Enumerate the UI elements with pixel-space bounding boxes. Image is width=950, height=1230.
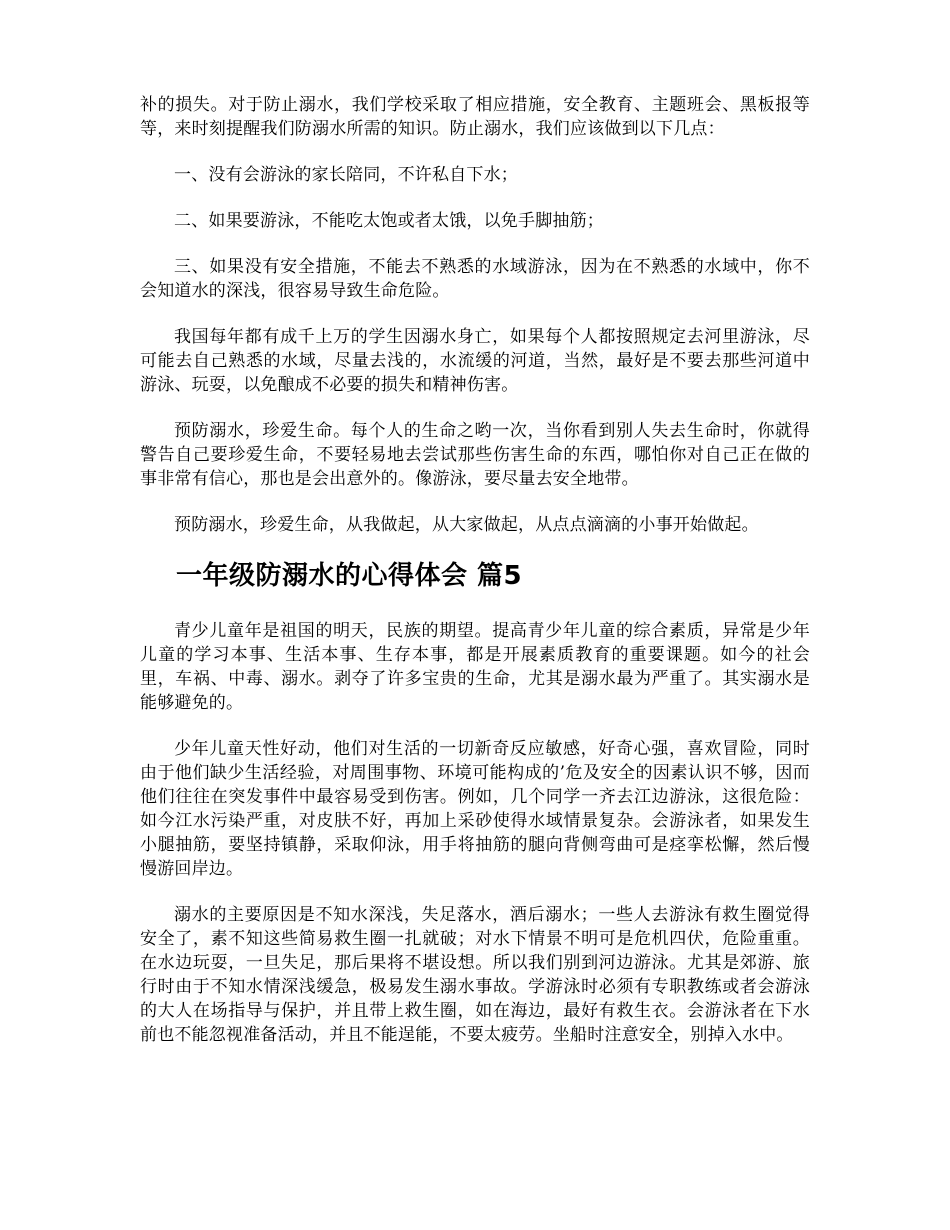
paragraph: 我国每年都有成千上万的学生因溺水身亡，如果每个人都按照规定去河里游泳，尽可能去自己熟悉的水域，尽量去浅的，水流缓的河道，当然，最好是不要去那些河道中游泳、玩耍，以免酿成不必要的损失和精神伤害。 [140,327,810,395]
paragraph: 溺水的主要原因是不知水深浅，失足落水，酒后溺水；一些人去游泳有救生圈觉得安全了，素不知这些简易救生圈一扎就破；对水下情景不明可是危机四伏，危险重重。在水边玩耍，一旦失足，那后果将不堪设想。所以我们别到河边游泳。尤其是郊游、旅行时由于不知水情深浅缓急，极易发生溺水事故。学游泳时必须有专职教练或者会游泳的大人在场指导与保护，并且带上救生圈，如在海边，最好有救生衣。会游泳者在下水前也不能忽视准备活动，并且不能逞能，不要太疲劳。坐船时注意安全，别掉入水中。 [140,905,810,1045]
document-body [140,93,810,1069]
paragraph: 预防溺水，珍爱生命。每个人的生命之哟一次，当你看到别人失去生命时，你就得警告自己要珍爱生命，不要轻易地去尝试那些伤害生命的东西，哪怕你对自己正在做的事非常有信心，那也是会出意外的。像游泳，要尽量去安全地带。 [140,421,810,489]
list-item-2: 二、如果要游泳，不能吃太饱或者太饿，以免手脚抽筋； [174,211,604,231]
paragraph-continuation: 补的损失。对于防止溺水，我们学校采取了相应措施，安全教育、主题班会、黑板报等等，来时刻提醒我们防溺水所需的知识。防止溺水，我们应该做到以下几点： [140,95,810,139]
paragraph: 青少儿童年是祖国的明天，民族的期望。提高青少年儿童的综合素质，异常是少年儿童的学习本事、生活本事、生存本事，都是开展素质教育的重要课题。如今的社会里，车祸、中毒、溺水。剥夺了许多宝贵的生命，尤其是溺水最为严重了。其实溺水是能够避免的。 [140,621,810,713]
list-item-1: 一、没有会游泳的家长陪同，不许私自下水； [174,165,518,185]
paragraph: 预防溺水，珍爱生命，从我做起，从大家做起，从点点滴滴的小事开始做起。 [174,515,759,535]
list-item-3: 三、如果没有安全措施，不能去不熟悉的水域游泳，因为在不熟悉的水域中，你不会知道水的深浅，很容易导致生命危险。 [140,257,810,301]
section-heading: 一年级防溺水的心得体会 篇5 [176,561,523,591]
paragraph: 少年儿童天性好动，他们对生活的一切新奇反应敏感，好奇心强，喜欢冒险，同时由于他们缺少生活经验，对周围事物、环境可能构成的’危及安全的因素认识不够，因而他们往往在突发事件中最容易受到伤害。例如，几个同学一齐去江边游泳，这很危险：如今江水污染严重，对皮肤不好，再加上采砂使得水域情景复杂。会游泳者，如果发生小腿抽筋，要坚持镇静，采取仰泳，用手将抽筋的腿向背侧弯曲可是痉挛松懈，然后慢慢游回岸边。 [140,739,810,879]
